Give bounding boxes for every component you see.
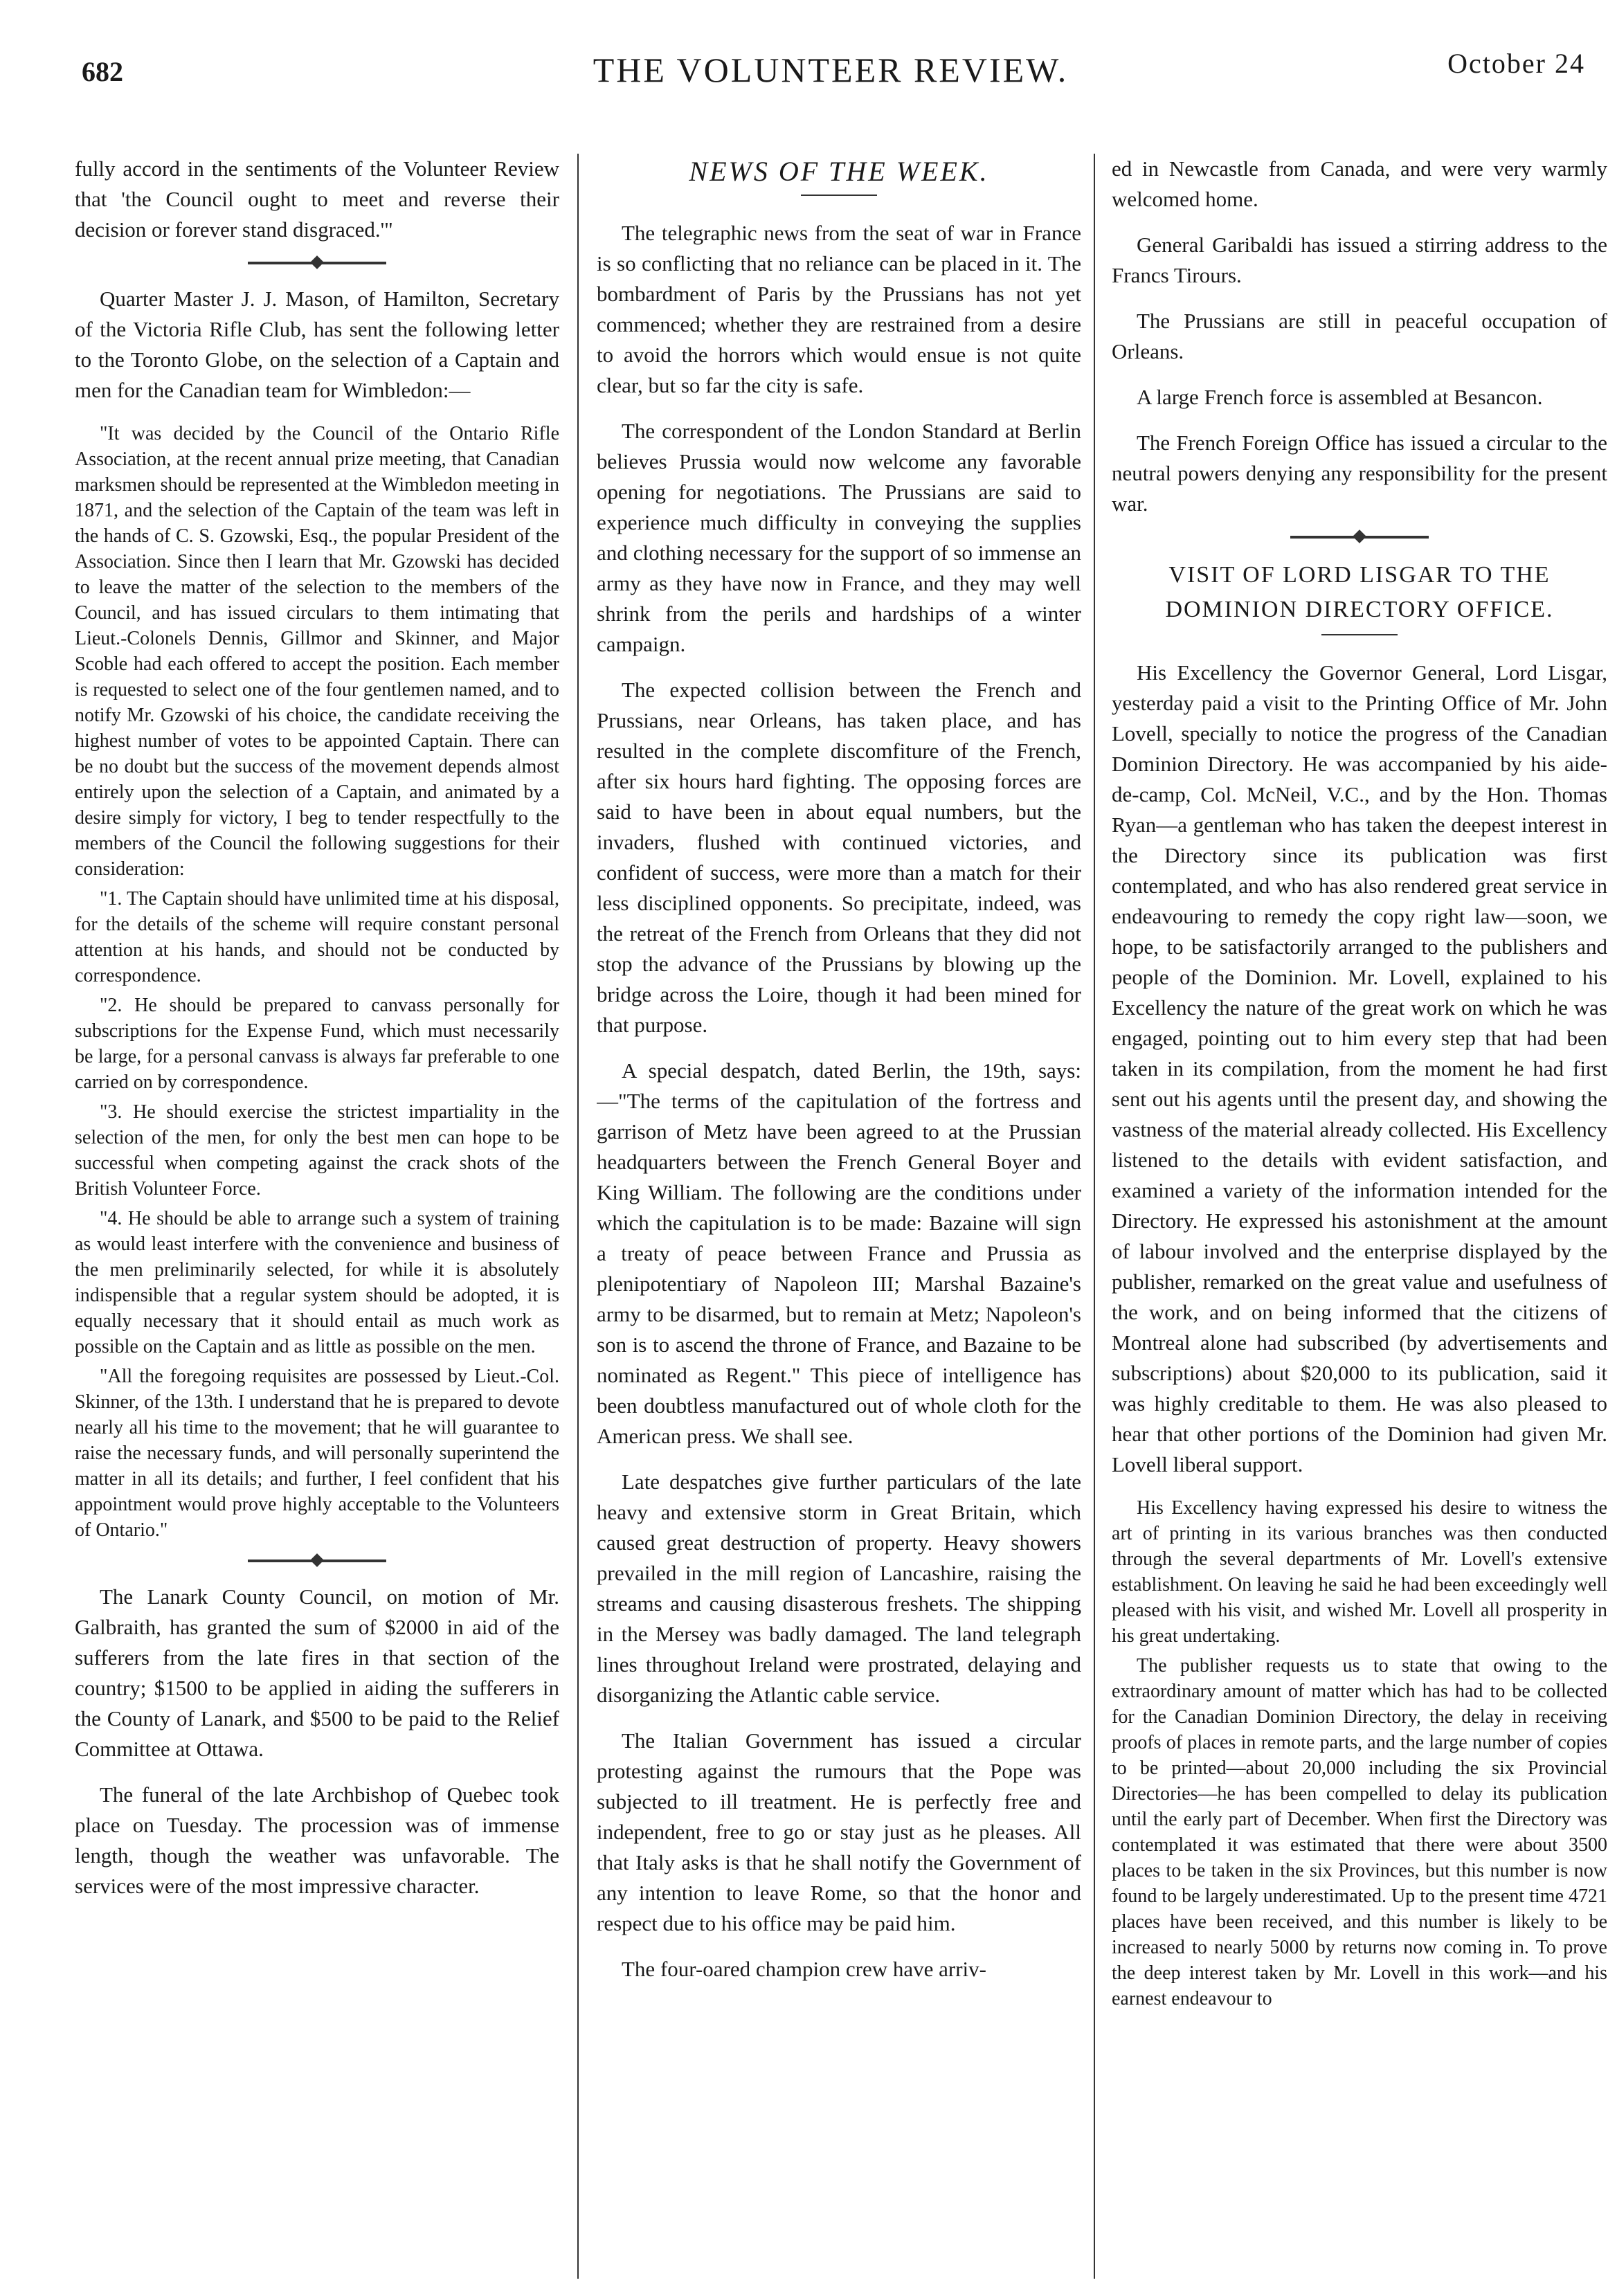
column-1 xyxy=(75,154,559,2282)
visit-paragraph: The publisher requests us to state that owing to the extraordinary amount of matter which has had to be collected for the Canadian Dominion Directory, the delay in receiving proofs of places in remote parts, and the large number of copies to be printed—about 20,000 including the six Provincial Directories—he has been compelled to delay its publication until the early part of December. When first the Directory was contemplated it was estimated that there were about 3500 places to be taken in the six Provinces, but this number is now found to be largely underestimated. Up to the present time 4721 places have been received, and this number is likely to be increased to nearly 5000 by returns now coming in. To prove the deep interest taken by Mr. Lovell in this work—and his earnest endeavour to xyxy=(1112,1655,1607,2009)
news-paragraph: Late despatches give further particulars of the late heavy and extensive storm in Great Britain, which caused great destruction of property. Heavy showers prevailed in the mill region of Lancashire, raising the streams and causing disasterous freshets. The shipping in the Mersey was badly damaged. The land telegraph lines throughout Ireland were prostrated, delaying and disorganizing the Atlantic cable service. xyxy=(597,1470,1081,1707)
news-paragraph: The Prussians are still in peaceful occupation of Orleans. xyxy=(1112,309,1607,363)
column-2 xyxy=(597,154,1081,2282)
letter-closing: "All the foregoing requisites are possessed by Lieut.-Col. Skinner, of the 13th. I understand that he is prepared to devote nearly all his time to the movement; that he will guarantee to raise the necessary funds, and will personally superintend the matter in all its details; and further, I feel confident that his appointment would prove highly acceptable to the Volunteers of Ontario." xyxy=(75,1366,559,1541)
news-paragraph: The correspondent of the London Standard at Berlin believes Prussia would now welcome any favorable opening for negotiations. The Prussians are said to experience much difficulty in conveying the supplies and clothing necessary for the support of so immense an army as they have now in France, and they may well shrink from the perils and hardships of a winter campaign. xyxy=(597,419,1081,656)
letter-item-3: "3. He should exercise the strictest impartiality in the selection of the men, for only the best men can hope to be successful when competing against the crack shots of the British Volunteer Force. xyxy=(75,1101,559,1200)
column-rule-left xyxy=(577,154,579,2279)
section-divider xyxy=(1290,536,1429,539)
letter-item-4: "4. He should be able to arrange such a system of training as would least interfere with the convenience and business of the men preliminarily selected, for while it is absolutely indispensible that a regular system should be adopted, it is equally necessary that it should entail as much work as possible on the Captain and as little as possible on the men. xyxy=(75,1208,559,1357)
mason-intro: Quarter Master J. J. Mason, of Hamilton, Secretary of the Victoria Rifle Club, has sent the following letter to the Toronto Globe, on the selection of a Captain and men for the Canadian team for Wimbledon:— xyxy=(75,287,559,402)
news-of-the-week-heading: NEWS OF THE WEEK. xyxy=(689,156,989,187)
visit-paragraph: His Excellency having expressed his desire to witness the art of printing in its various branches was then conducted through the several departments of Mr. Lovell's extensive establishment. On leaving he said he had been exceedingly well pleased with his visit, and wished Mr. Lovell all prosperity in his great undertaking. xyxy=(1112,1497,1607,1647)
paragraph-continued: fully accord in the sentiments of the Volunteer Review that 'the Council ought to meet and reverse their decision or forever stand disgraced.'" xyxy=(75,156,559,242)
page-number: 682 xyxy=(82,56,123,87)
journal-title: THE VOLUNTEER REVIEW. xyxy=(593,51,1069,89)
column-rule-right xyxy=(1094,154,1095,2279)
letter-item-1: "1. The Captain should have unlimited time at his disposal, for the details of the scheme will require constant personal attention at his hands, and should not be conducted by correspondence. xyxy=(75,888,559,986)
news-paragraph: General Garibaldi has issued a stirring address to the Francs Tirours. xyxy=(1112,233,1607,287)
section-divider xyxy=(248,1560,386,1562)
lisgar-visit-heading: VISIT OF LORD LISGAR TO THE DOMINION DIRECTORY OFFICE. xyxy=(1165,562,1554,622)
letter-item-2: "2. He should be prepared to canvass personally for subscriptions for the Expense Fund, which must necessarily be large, for a personal canvass is always far preferable to one carried on by correspondence. xyxy=(75,995,559,1093)
news-paragraph: The expected collision between the French and Prussians, near Orleans, has taken place, and has resulted in the complete discomfiture of the French, after six hours hard fighting. The opposing forces are said to have been in about equal numbers, but the invaders, flushed with continued victories, and confident of success, were more than a match for their less disciplined opponents. So precipitate, indeed, was the retreat of the French from Orleans that they did not stop the advance of the Prussians by blowing up the bridge across the Loire, though it had been mined for that purpose. xyxy=(597,678,1081,1037)
section-divider xyxy=(248,262,386,264)
letter-paragraph: "It was decided by the Council of the Ontario Rifle Association, at the recent annual prize meeting, that Canadian marksmen should be represented at the Wimbledon meeting in 1871, and the selection of the Captain of the team was left in the hands of C. S. Gzowski, Esq., the popular President of the Association. Since then I learn that Mr. Gzowski has decided to leave the matter of the selection to the members of the Council, and has issued circulars to them intimating that Lieut.-Colonels Dennis, Gillmor and Skinner, and Major Scoble had each offered to accept the position. Each member is requested to select one of the four gentlemen named, and to notify Mr. Gzowski of his choice, the candidate receiving the highest number of votes to be appointed Captain. There can be no doubt but the success of the movement depends almost entirely upon the selection of a Captain, and animated by a desire simply for victory, I beg to tender respectfully to the members of the Council the following suggestions for their consideration: xyxy=(75,423,559,880)
news-paragraph: A special despatch, dated Berlin, the 19th, says:—"The terms of the capitulation of the fortress and garrison of Metz have been agreed to at the Prussian headquarters between the French General Boyer and King William. The following are the conditions under which the capitulation is to be made: Bazaine will sign a treaty of peace between France and Prussia as plenipotentiary of Napoleon III; Marshal Bazaine's army to be disarmed, but to remain at Metz; Napoleon's son is to ascend the throne of France, and Bazaine to be nominated as Regent." This piece of intelligence has been doubtless manufactured out of whole cloth for the American press. We shall see. xyxy=(597,1058,1081,1448)
heading-rule xyxy=(1321,634,1398,635)
column-3 xyxy=(1112,154,1607,2282)
heading-rule xyxy=(801,195,877,196)
news-paragraph: The four-oared champion crew have arriv- xyxy=(622,1957,986,1981)
news-paragraph: The French Foreign Office has issued a circular to the neutral powers denying any responsibility for the present war. xyxy=(1112,431,1607,516)
news-paragraph: ed in Newcastle from Canada, and were very warmly welcomed home. xyxy=(1112,156,1607,211)
page-header xyxy=(69,7,1592,138)
lanark-item: The Lanark County Council, on motion of Mr. Galbraith, has granted the sum of $2000 in aid of the sufferers from the late fires in that section of the country; $1500 to be applied in aiding the sufferers in the County of Lanark, and $500 to be paid to the Relief Committee at Ottawa. xyxy=(75,1584,559,1761)
news-paragraph: A large French force is assembled at Besancon. xyxy=(1137,385,1543,409)
issue-date: October 24 xyxy=(1447,48,1585,79)
visit-paragraph: His Excellency the Governor General, Lord Lisgar, yesterday paid a visit to the Printing Office of Mr. John Lovell, specially to notice the progress of the Canadian Dominion Directory. He was accompanied by his aide-de-camp, Col. McNeil, V.C., and by the Hon. Thomas Ryan—a gentleman who has taken the deepest interest in the Directory since its publication was first contemplated, and who has also rendered great service in endeavouring to remedy the copy right law—soon, we hope, to be satisfactorily arranged to the publishers and people of the Dominion. Mr. Lovell, explained to his Excellency the nature of the great work on which he was engaged, pointing out to him every step that had been taken in its compilation, from the moment he had first sent out his agents until the present day, and showing the vastness of the material already collected. His Excellency listened to the details with evident satisfaction, and examined a variety of the information intended for the Directory. He expressed his astonishment at the amount of labour involved and the enterprise displayed by the publisher, remarked on the great value and usefulness of the work, and on being informed that the citizens of Montreal alone had subscribed (by advertisements and subscriptions) about $20,000 to its publication, said it was highly creditable to them. He was also pleased to hear that other portions of the Dominion had given Mr. Lovell liberal support. xyxy=(1112,660,1607,1476)
funeral-item: The funeral of the late Archbishop of Quebec took place on Tuesday. The procession was of immense length, though the weather was unfavorable. The services were of the most impressive character. xyxy=(75,1782,559,1898)
news-paragraph: The Italian Government has issued a circular protesting against the rumours that the Pope was subjected to ill treatment. He is perfectly free and independent, free to go or stay just as he pleases. All that Italy asks is that he shall notify the Government of any intention to leave Rome, so that the honor and respect due to his office may be paid him. xyxy=(597,1728,1081,1935)
news-paragraph: The telegraphic news from the seat of war in France is so conflicting that no reliance can be placed in it. The bombardment of Paris by the Prussians has not yet commenced; whether they are restrained from a desire to avoid the horrors which would ensue is not quite clear, but so far the city is safe. xyxy=(597,221,1081,397)
